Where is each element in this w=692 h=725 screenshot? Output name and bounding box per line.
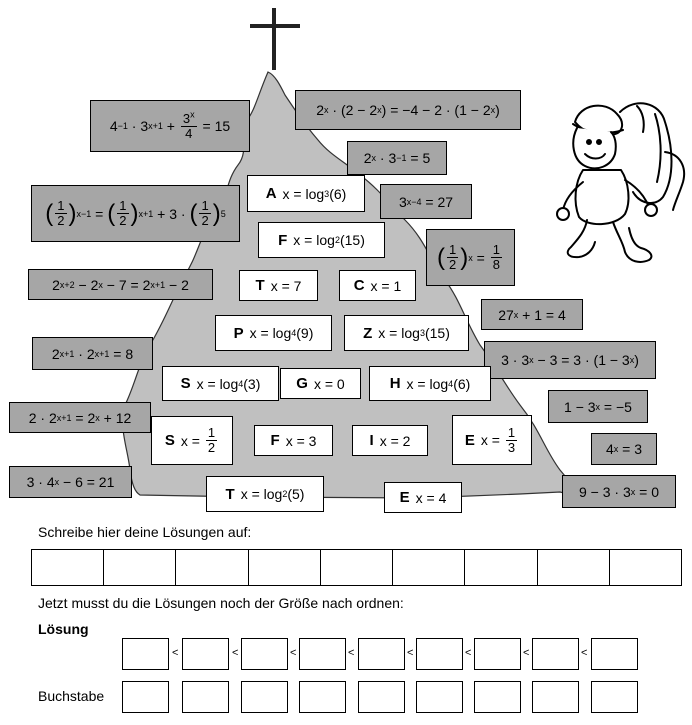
ordered-solution-cell[interactable] xyxy=(532,638,579,670)
equation-box: 3 · 3 x − 3 = 3 · (1 − 3 x ) xyxy=(484,341,656,379)
ordered-solution-row xyxy=(122,638,642,670)
solution-box-a: A x = log 3 (6) xyxy=(247,175,365,212)
equation-box: 3 x−4 = 27 xyxy=(380,184,472,219)
solution-box-h: H x = log 4 (6) xyxy=(369,366,491,401)
solution-box-t2: T x = log 2 (5) xyxy=(206,476,324,512)
solution-box-z: Z x = log 3 (15) xyxy=(344,315,469,351)
equation-box: 27 x + 1 = 4 xyxy=(481,299,583,330)
ordered-solution-cell[interactable] xyxy=(241,638,288,670)
equation-box: ( $\frac{1}{2}$ ) x−1 = ( $\frac{1}{2}$ ) x+1 + 3 · ( $\frac{1}{2}$ ) 5 xyxy=(31,185,240,242)
equation-box: 2 x · (2 − 2 x ) = −4 − 2 · (1 − 2 x ) xyxy=(295,90,521,130)
solution-row-label: Lösung xyxy=(38,621,89,637)
write-solutions-instruction: Schreibe hier deine Lösungen auf: xyxy=(38,524,252,540)
ordered-solution-cell[interactable] xyxy=(299,638,346,670)
answer-cell[interactable] xyxy=(176,549,248,586)
answer-cell[interactable] xyxy=(249,549,321,586)
answer-cell[interactable] xyxy=(104,549,176,586)
solution-box-s2: S x = $\frac{1}{2}$ xyxy=(151,416,233,465)
letter-row-label: Buchstabe xyxy=(38,688,105,704)
hiker-illustration xyxy=(545,92,692,272)
ordered-solution-cell[interactable] xyxy=(182,638,229,670)
equation-box: 4 x = 3 xyxy=(591,433,657,465)
letter-cell[interactable] xyxy=(241,681,288,713)
letter-cell[interactable] xyxy=(416,681,463,713)
equation-box: 2 x+2 − 2 x − 7 = 2 x+1 − 2 xyxy=(28,269,213,300)
answer-cell[interactable] xyxy=(538,549,610,586)
less-than-sign: < xyxy=(523,647,530,659)
ordered-solution-cell[interactable] xyxy=(122,638,169,670)
order-solutions-instruction: Jetzt musst du die Lösungen noch der Größe nach ordnen: xyxy=(38,595,404,611)
solution-box-p: P x = log 4 (9) xyxy=(215,315,332,351)
equation-box: 3 · 4 x − 6 = 21 xyxy=(9,466,132,498)
solution-box-s: S x = log 4 (3) xyxy=(162,366,279,401)
ordered-solution-cell[interactable] xyxy=(358,638,405,670)
less-than-sign: < xyxy=(172,647,179,659)
solution-box-f: F x = log 2 (15) xyxy=(258,222,385,258)
equation-box: 2 x · 3 −1 = 5 xyxy=(347,141,447,175)
equation-box: 4 −1 · 3 x+1 + $\frac{3^x}{4}$ = 15 xyxy=(90,100,250,152)
equation-box: 9 − 3 · 3 x = 0 xyxy=(562,475,676,508)
less-than-sign: < xyxy=(407,647,414,659)
less-than-sign: < xyxy=(232,647,239,659)
less-than-sign: < xyxy=(465,647,472,659)
solution-box-c: C x = 1 xyxy=(339,270,416,301)
letter-cell[interactable] xyxy=(299,681,346,713)
solution-box-i: I x = 2 xyxy=(352,425,428,456)
answer-cell[interactable] xyxy=(31,549,104,586)
ordered-solution-cell[interactable] xyxy=(474,638,521,670)
letter-cell[interactable] xyxy=(182,681,229,713)
less-than-sign: < xyxy=(290,647,297,659)
answer-cell[interactable] xyxy=(321,549,393,586)
summit-cross-icon xyxy=(250,8,300,70)
answer-cell[interactable] xyxy=(465,549,537,586)
letter-cell[interactable] xyxy=(358,681,405,713)
letter-cell[interactable] xyxy=(532,681,579,713)
letter-cell[interactable] xyxy=(474,681,521,713)
ordered-solution-cell[interactable] xyxy=(416,638,463,670)
letter-row xyxy=(122,681,642,713)
answer-cell[interactable] xyxy=(393,549,465,586)
solutions-answer-row xyxy=(31,549,682,584)
equation-box: 1 − 3 x = −5 xyxy=(548,390,648,423)
equation-box: ( $\frac{1}{2}$ ) x = $\frac{1}{8}$ xyxy=(426,229,515,286)
solution-box-e2: E x = 4 xyxy=(384,482,462,513)
solution-box-e: E x = $\frac{1}{3}$ xyxy=(452,415,532,465)
less-than-sign: < xyxy=(581,647,588,659)
solution-box-g: G x = 0 xyxy=(280,368,361,399)
letter-cell[interactable] xyxy=(591,681,638,713)
equation-box: 2 · 2 x+1 = 2 x + 12 xyxy=(9,402,151,433)
less-than-sign: < xyxy=(348,647,355,659)
letter-cell[interactable] xyxy=(122,681,169,713)
equation-box: 2 x+1 · 2 x+1 = 8 xyxy=(32,337,153,370)
solution-box-t: T x = 7 xyxy=(239,270,318,301)
answer-cell[interactable] xyxy=(610,549,682,586)
solution-box-f2: F x = 3 xyxy=(254,425,333,456)
ordered-solution-cell[interactable] xyxy=(591,638,638,670)
